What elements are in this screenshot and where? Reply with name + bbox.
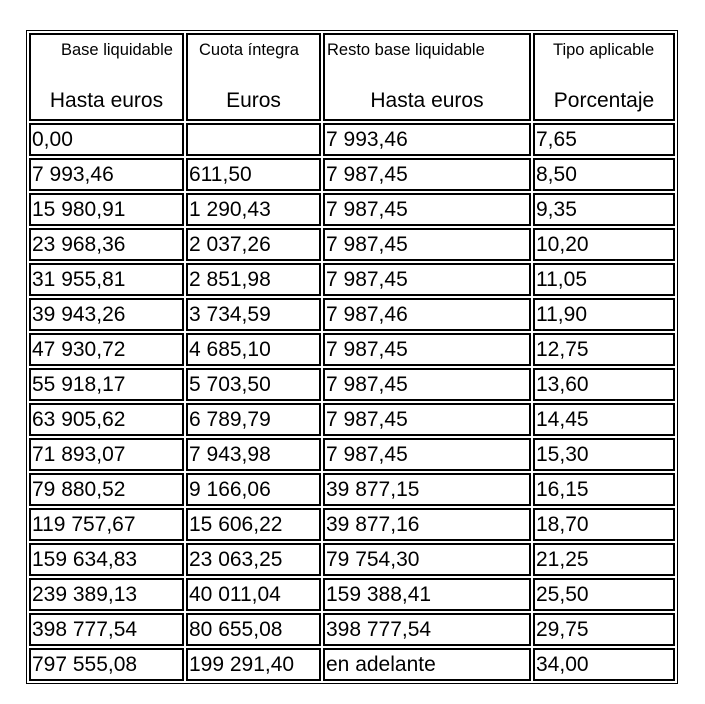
tipo-aplicable-cell: 10,20 [533,228,675,261]
base-liquidable-cell: 7 993,46 [29,158,184,191]
resto-base-cell: 7 987,45 [323,228,531,261]
tipo-aplicable-cell: 21,25 [533,543,675,576]
header-top-label: Tipo aplicable [553,41,655,59]
tipo-aplicable-cell: 25,50 [533,578,675,611]
resto-base-cell: en adelante [323,648,531,681]
tipo-aplicable-cell: 8,50 [533,158,675,191]
tipo-aplicable-cell: 34,00 [533,648,675,681]
cuota-integra-cell: 2 037,26 [186,228,321,261]
cuota-integra-cell: 611,50 [186,158,321,191]
header-bottom-label: Euros [226,89,281,112]
resto-base-cell: 79 754,30 [323,543,531,576]
table-row [29,403,675,436]
resto-base-cell: 398 777,54 [323,613,531,646]
cuota-integra-cell [186,123,321,156]
table-body [29,123,675,681]
resto-base-cell: 39 877,16 [323,508,531,541]
table-row [29,123,675,156]
tipo-aplicable-cell: 7,65 [533,123,675,156]
base-liquidable-cell: 47 930,72 [29,333,184,366]
tipo-aplicable-cell: 18,70 [533,508,675,541]
resto-base-cell: 7 987,45 [323,368,531,401]
header-base-liquidable [29,33,184,121]
base-liquidable-cell: 71 893,07 [29,438,184,471]
resto-base-cell: 7 993,46 [323,123,531,156]
tipo-aplicable-cell: 29,75 [533,613,675,646]
table-row [29,473,675,506]
base-liquidable-cell: 797 555,08 [29,648,184,681]
base-liquidable-cell: 63 905,62 [29,403,184,436]
table-row [29,438,675,471]
base-liquidable-cell: 159 634,83 [29,543,184,576]
cuota-integra-cell: 80 655,08 [186,613,321,646]
table-row [29,613,675,646]
resto-base-cell: 7 987,46 [323,298,531,331]
tax-scale-table [26,30,678,684]
base-liquidable-cell: 398 777,54 [29,613,184,646]
tipo-aplicable-cell: 11,90 [533,298,675,331]
resto-base-cell: 7 987,45 [323,263,531,296]
base-liquidable-cell: 0,00 [29,123,184,156]
tipo-aplicable-cell: 14,45 [533,403,675,436]
table-row [29,228,675,261]
cuota-integra-cell: 6 789,79 [186,403,321,436]
header-bottom-label: Porcentaje [553,89,655,112]
header-row [29,33,675,121]
base-liquidable-cell: 23 968,36 [29,228,184,261]
base-liquidable-cell: 15 980,91 [29,193,184,226]
cuota-integra-cell: 1 290,43 [186,193,321,226]
table-row [29,543,675,576]
cuota-integra-cell: 2 851,98 [186,263,321,296]
cuota-integra-cell: 40 011,04 [186,578,321,611]
table-row [29,508,675,541]
header-top-label: Base liquidable [61,41,173,59]
table-row [29,578,675,611]
resto-base-cell: 39 877,15 [323,473,531,506]
header-bottom-label: Hasta euros [370,89,484,112]
base-liquidable-cell: 239 389,13 [29,578,184,611]
base-liquidable-cell: 119 757,67 [29,508,184,541]
resto-base-cell: 7 987,45 [323,403,531,436]
table-row [29,333,675,366]
table-row [29,263,675,296]
header-top-label: Cuota íntegra [199,41,299,59]
resto-base-cell: 7 987,45 [323,333,531,366]
cuota-integra-cell: 9 166,06 [186,473,321,506]
tipo-aplicable-cell: 9,35 [533,193,675,226]
cuota-integra-cell: 199 291,40 [186,648,321,681]
resto-base-cell: 159 388,41 [323,578,531,611]
resto-base-cell: 7 987,45 [323,158,531,191]
cuota-integra-cell: 23 063,25 [186,543,321,576]
header-cuota-integra [186,33,321,121]
header-top-label: Resto base liquidable [327,41,485,59]
resto-base-cell: 7 987,45 [323,193,531,226]
tipo-aplicable-cell: 16,15 [533,473,675,506]
cuota-integra-cell: 4 685,10 [186,333,321,366]
cuota-integra-cell: 5 703,50 [186,368,321,401]
resto-base-cell: 7 987,45 [323,438,531,471]
tipo-aplicable-cell: 12,75 [533,333,675,366]
tipo-aplicable-cell: 15,30 [533,438,675,471]
table-row [29,158,675,191]
header-tipo-aplicable [533,33,675,121]
table-row [29,298,675,331]
tipo-aplicable-cell: 13,60 [533,368,675,401]
cuota-integra-cell: 15 606,22 [186,508,321,541]
table-row [29,648,675,681]
base-liquidable-cell: 79 880,52 [29,473,184,506]
cuota-integra-cell: 3 734,59 [186,298,321,331]
table-row [29,193,675,226]
header-resto-base-liquidable [323,33,531,121]
cuota-integra-cell: 7 943,98 [186,438,321,471]
base-liquidable-cell: 55 918,17 [29,368,184,401]
table-row [29,368,675,401]
base-liquidable-cell: 31 955,81 [29,263,184,296]
header-bottom-label: Hasta euros [49,89,164,112]
base-liquidable-cell: 39 943,26 [29,298,184,331]
tipo-aplicable-cell: 11,05 [533,263,675,296]
